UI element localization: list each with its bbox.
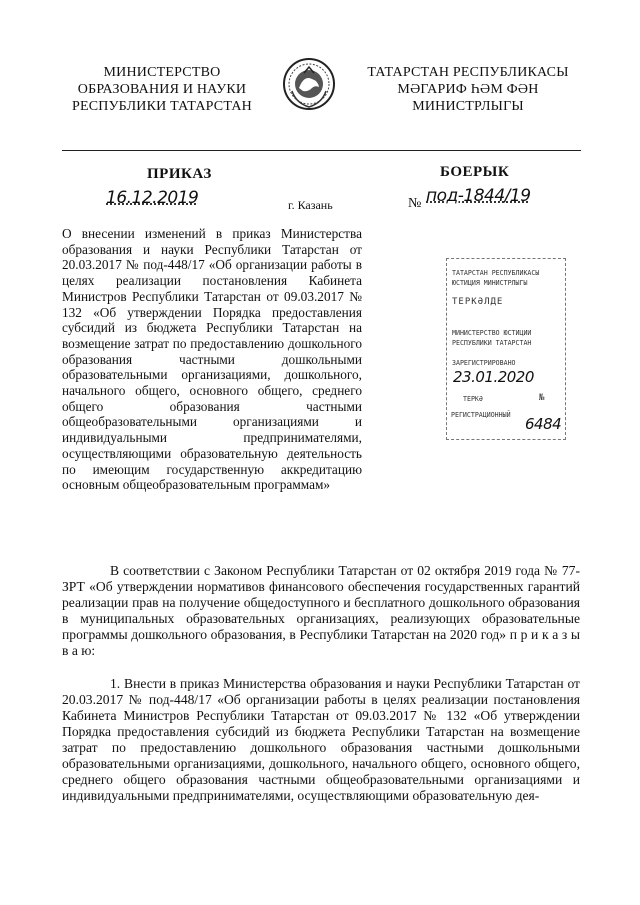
order-subject — [62, 226, 362, 493]
item-1-text: 1. Внести в приказ Министерства образования и науки Республики Татарстан от 20.03.2017 № под-448/17 «Об организации работы в целях реализации постановления Кабинета Министров Республики Татарстан от 09.03.2017 № 132 «Об утверждении Порядка предоставления субсидий из бюджета Республики Татарстан на возмещение затрат по предоставлению дошкольного образования частными дошкольными образовательными организациями, дошкольного, начального общего, основного общего, среднего общего образования частными общеобразовательными организациями и индивидуальными предпринимателями, осуществляющими образовательную дея- — [62, 676, 580, 803]
order-preamble — [62, 563, 580, 659]
ministry-name-ru — [62, 64, 262, 115]
stamp-label: ТЕРКӘ — [463, 395, 483, 403]
stamp-line: МИНИСТЕРСТВО ЮСТИЦИИ — [452, 329, 532, 337]
order-number: под-1844/19 — [426, 186, 531, 206]
preamble-text: В соответствии с Законом Республики Татарстан от 02 октября 2019 года № 77-ЗРТ «Об утверждении нормативов финансового обеспечения государственных гарантий реализации прав на получение общедоступного и бесплатного дошкольного образования в муниципальных образовательных организациях, реализующих образовательные программы дошкольного образования, в Республики Татарстан на 2020 год» п р и к а з ы в а ю: — [62, 563, 580, 658]
order-title-tt: БОЕРЫК — [440, 164, 510, 180]
ministry-name-ru-line: РЕСПУБЛИКИ ТАТАРСТАН — [71, 99, 252, 114]
order-item-1 — [62, 676, 580, 804]
stamp-line: ТАТАРСТАН РЕСПУБЛИКАСЫ — [452, 269, 540, 277]
stamp-label: РЕГИСТРАЦИОННЫЙ — [451, 411, 511, 419]
ministry-name-tt-line: МӘГАРИФ ҺӘМ ФӘН — [397, 82, 539, 97]
stamp-registered-tt: ТЕРКӘЛДЕ — [452, 297, 504, 307]
stamp-no-sign: № — [539, 393, 545, 403]
stamp-date: 23.01.2020 — [453, 368, 534, 386]
stamp-line: ЮСТИЦИЯ МИНИСТРЛЫГЫ — [452, 279, 528, 287]
order-number-prefix: № — [408, 196, 422, 211]
order-city: г. Казань — [288, 198, 333, 212]
order-subject-text: О внесении изменений в приказ Министерства образования и науки Республики Татарстан от 20.03.2017 № под-448/17 «Об организации работы в целях реализации постановления Кабинета Министров Республики Татарстан от 09.03.2017 № 132 «Об утверждении Порядка предоставления субсидий из бюджета Республики Татарстан на возмещение затрат по предоставлению дошкольного образования частными дошкольными образовательными организациями, дошкольного, начального общего, основного общего, среднего общего образования частными общеобразовательными организациями и индивидуальными предпринимателями, осуществляющими образовательную деятельность по имеющим государственную аккредитацию основным общеобразовательным программам» — [62, 226, 362, 493]
stamp-line: РЕСПУБЛИКИ ТАТАРСТАН — [452, 339, 532, 347]
stamp-line: ЗАРЕГИСТРИРОВАНО — [452, 359, 516, 367]
header-divider — [62, 150, 581, 151]
ministry-name-tt — [356, 64, 580, 115]
ministry-name-ru-line: МИНИСТЕРСТВО — [103, 65, 221, 80]
ministry-name-tt-line: ТАТАРСТАН РЕСПУБЛИКАСЫ — [367, 65, 569, 80]
ministry-name-ru-line: ОБРАЗОВАНИЯ И НАУКИ — [77, 82, 247, 97]
order-date: 16.12.2019 — [106, 188, 199, 208]
stamp-reg-number: 6484 — [525, 415, 562, 433]
order-title-ru: ПРИКАЗ — [147, 166, 212, 182]
registration-stamp — [446, 258, 566, 440]
coat-of-arms-icon — [282, 55, 336, 113]
ministry-name-tt-line: МИНИСТРЛЫГЫ — [412, 99, 524, 114]
